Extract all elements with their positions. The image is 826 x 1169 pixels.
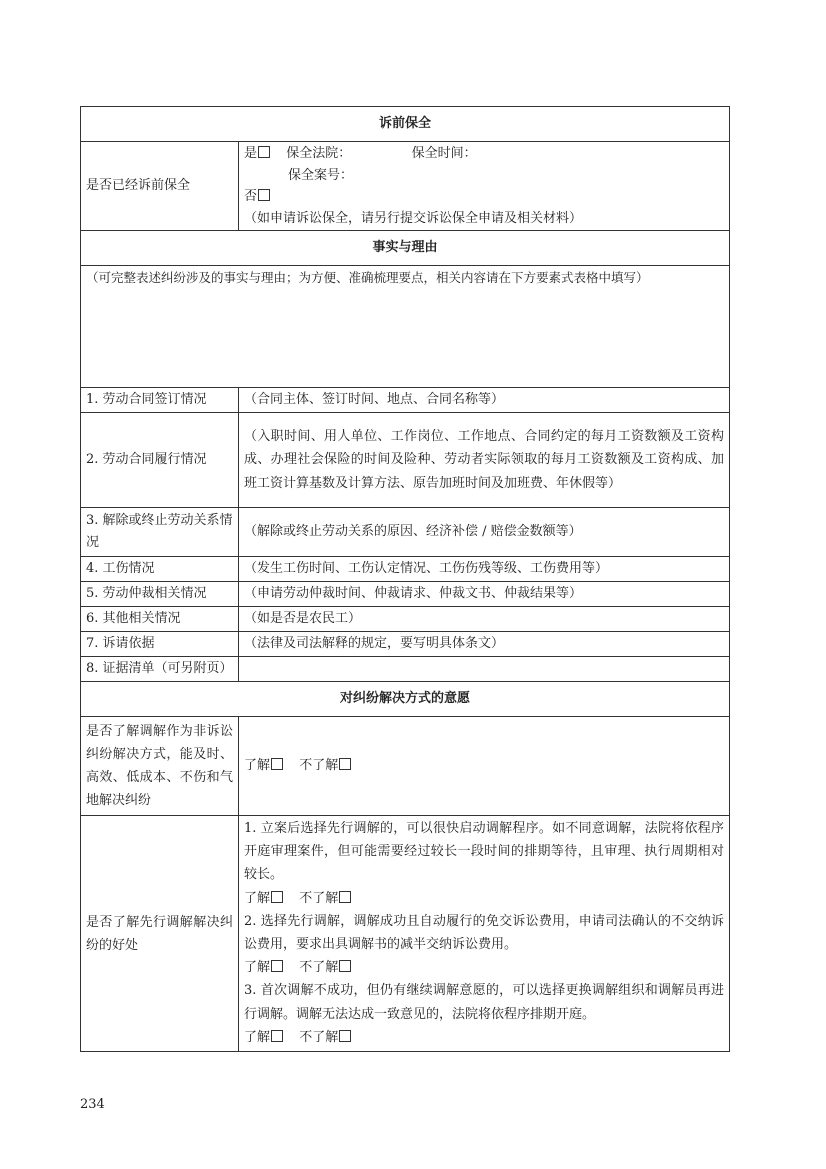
section-header-row bbox=[81, 107, 730, 142]
preservation-yes-line bbox=[244, 143, 724, 165]
facts-instruction-row bbox=[81, 266, 730, 388]
section-header-row bbox=[81, 682, 730, 717]
row-content: （申请劳动仲裁时间、仲裁请求、仲裁文书、仲裁结果等） bbox=[239, 582, 730, 607]
row-content: （发生工伤时间、工伤认定情况、工伤伤残等级、工伤费用等） bbox=[239, 557, 730, 582]
time-label: 保全时间： bbox=[411, 146, 477, 161]
court-label: 保全法院： bbox=[286, 146, 352, 161]
mediation-question-row bbox=[81, 816, 730, 1052]
section-title-willingness: 对纠纷解决方式的意愿 bbox=[81, 682, 730, 717]
mediation-point-3: 3. 首次调解不成功，但仍有继续调解意愿的，可以选择更换调解组织和调解员再进行调解。调解无法达成一致意见的，法院将依程序排期开庭。 bbox=[244, 983, 725, 1022]
not-understand-checkbox[interactable] bbox=[339, 1030, 351, 1042]
row-label: 3. 解除或终止劳动关系情况 bbox=[81, 508, 239, 557]
section-title-facts: 事实与理由 bbox=[81, 231, 730, 266]
not-understand-label: 不了解 bbox=[299, 960, 339, 976]
not-understand-label: 不了解 bbox=[299, 890, 339, 906]
understand-checkbox[interactable] bbox=[271, 960, 283, 972]
not-understand-label: 不了解 bbox=[299, 758, 339, 773]
page-number: 234 bbox=[80, 1097, 105, 1112]
row-content: （解除或终止劳动关系的原因、经济补偿 / 赔偿金数额等） bbox=[239, 508, 730, 557]
section-header-row bbox=[81, 231, 730, 266]
row-label: 5. 劳动仲裁相关情况 bbox=[81, 582, 239, 607]
table-row bbox=[81, 508, 730, 557]
preservation-row bbox=[81, 142, 730, 231]
yes-label: 是 bbox=[244, 146, 258, 161]
mediation-question-row bbox=[81, 717, 730, 816]
row-label: 2. 劳动合同履行情况 bbox=[81, 413, 239, 508]
mediation-q2-cell bbox=[239, 816, 730, 1052]
case-label: 保全案号： bbox=[288, 167, 354, 183]
mediation-q2-label: 是否了解先行调解解决纠纷的好处 bbox=[81, 816, 239, 1052]
preservation-cell bbox=[239, 142, 730, 231]
row-content: （合同主体、签订时间、地点、合同名称等） bbox=[239, 388, 730, 413]
not-understand-label: 不了解 bbox=[299, 1029, 339, 1045]
row-content: （如是否是农民工） bbox=[239, 607, 730, 632]
understand-label: 了解 bbox=[244, 1029, 271, 1045]
understand-label: 了解 bbox=[244, 960, 271, 976]
table-row bbox=[81, 557, 730, 582]
preservation-label: 是否已经诉前保全 bbox=[81, 142, 239, 231]
yes-checkbox[interactable] bbox=[258, 146, 270, 158]
table-row bbox=[81, 607, 730, 632]
not-understand-checkbox[interactable] bbox=[339, 960, 351, 972]
no-checkbox[interactable] bbox=[258, 189, 270, 201]
understand-label: 了解 bbox=[244, 890, 271, 906]
mediation-answer-1 bbox=[244, 887, 724, 910]
not-understand-checkbox[interactable] bbox=[339, 891, 351, 903]
row-content: （法律及司法解释的规定，要写明具体条文） bbox=[239, 632, 730, 657]
mediation-point-2: 2. 选择先行调解，调解成功且自动履行的免交诉讼费用，申请司法确认的不交纳诉讼费用，要求出具调解书的减半交纳诉讼费用。 bbox=[244, 913, 725, 953]
table-row bbox=[81, 657, 730, 682]
row-label: 7. 诉请依据 bbox=[81, 632, 239, 657]
mediation-q1-answer bbox=[239, 717, 730, 816]
table-row bbox=[81, 582, 730, 607]
mediation-point-1: 1. 立案后选择先行调解的，可以很快启动调解程序。如不同意调解，法院将依程序开庭审理案件，但可能需要经过较长一段时间的排期等待，且审理、执行周期相对较长。 bbox=[244, 821, 725, 883]
complaint-form-table bbox=[80, 106, 730, 1052]
table-row bbox=[81, 388, 730, 413]
understand-checkbox[interactable] bbox=[271, 1030, 283, 1042]
row-label: 1. 劳动合同签订情况 bbox=[81, 388, 239, 413]
mediation-answer-3 bbox=[244, 1026, 724, 1049]
section-title-preservation: 诉前保全 bbox=[81, 107, 730, 142]
mediation-answer-2 bbox=[244, 956, 724, 979]
understand-label: 了解 bbox=[244, 758, 271, 773]
facts-instruction: （可完整表述纠纷涉及的事实与理由；为方便、准确梳理要点，相关内容请在下方要素式表格中填写） bbox=[81, 266, 730, 388]
not-understand-checkbox[interactable] bbox=[339, 758, 351, 770]
no-label: 否 bbox=[244, 189, 258, 204]
table-row bbox=[81, 632, 730, 657]
mediation-q1-label: 是否了解调解作为非诉讼纠纷解决方式，能及时、高效、低成本、不伤和气地解决纠纷 bbox=[81, 717, 239, 816]
row-label: 4. 工伤情况 bbox=[81, 557, 239, 582]
row-content bbox=[239, 657, 730, 682]
row-label: 6. 其他相关情况 bbox=[81, 607, 239, 632]
row-content: （入职时间、用人单位、工作岗位、工作地点、合同约定的每月工资数额及工资构成、办理社会保险的时间及险种、劳动者实际领取的每月工资数额及工资构成、加班工资计算基数及计算方法、原告加班时间及加班费、年休假等） bbox=[239, 413, 730, 508]
preservation-note: （如申请诉讼保全，请另行提交诉讼保全申请及相关材料） bbox=[244, 210, 583, 226]
understand-checkbox[interactable] bbox=[271, 891, 283, 903]
row-label: 8. 证据清单（可另附页） bbox=[81, 657, 239, 682]
table-row bbox=[81, 413, 730, 508]
preservation-no-line bbox=[244, 186, 724, 208]
understand-checkbox[interactable] bbox=[271, 758, 283, 770]
